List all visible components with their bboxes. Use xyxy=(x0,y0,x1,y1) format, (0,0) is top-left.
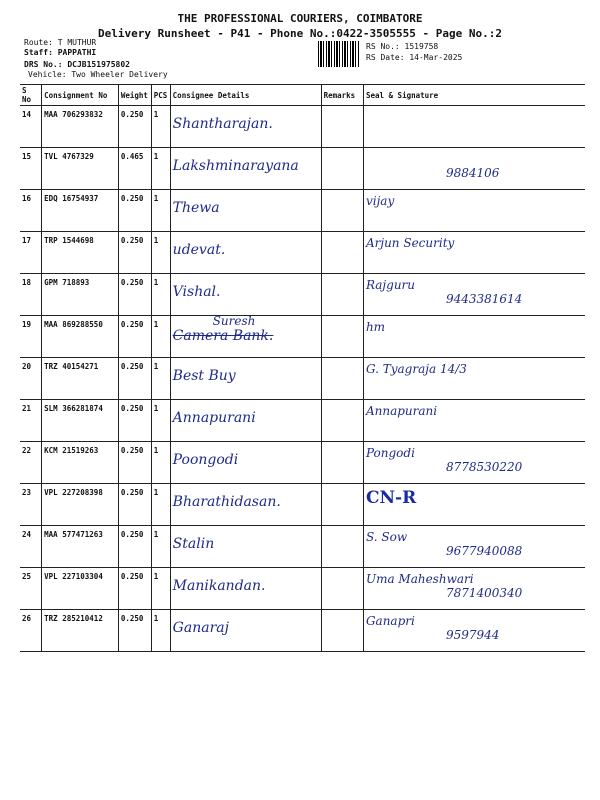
signature-text: Arjun Security xyxy=(365,236,455,250)
cell-consignee xyxy=(170,610,321,652)
cell-consignee xyxy=(170,442,321,484)
signature-scrawl xyxy=(366,320,583,334)
col-pcs: PCS xyxy=(151,85,170,106)
signature-scrawl xyxy=(365,572,583,600)
consignee-handwriting: Poongodi xyxy=(172,452,239,468)
signature-text: CN-R xyxy=(365,488,417,508)
signature-scrawl xyxy=(366,236,583,250)
cell-pcs: 1 xyxy=(151,316,170,358)
cell-pcs: 1 xyxy=(151,610,170,652)
cell-sno: 25 xyxy=(20,568,42,610)
col-consignee: Consignee Details xyxy=(170,85,321,106)
cell-weight: 0.250 xyxy=(118,316,151,358)
cell-consignment: SLM 366281874 xyxy=(42,400,119,442)
col-signature: Seal & Signature xyxy=(363,85,585,106)
cell-signature xyxy=(363,232,585,274)
cell-consignment: VPL 227208398 xyxy=(42,484,119,526)
cell-weight: 0.250 xyxy=(118,442,151,484)
signature-scrawl xyxy=(366,194,583,208)
cell-signature xyxy=(363,610,585,652)
table-row xyxy=(20,610,585,652)
consignee-handwriting: Stalin xyxy=(172,536,215,552)
company-title: THE PROFESSIONAL COURIERS, COIMBATORE xyxy=(177,12,423,25)
cell-sno: 18 xyxy=(20,274,42,316)
table-row xyxy=(20,106,585,148)
signature-scrawl xyxy=(365,278,583,306)
cell-consignee xyxy=(170,232,321,274)
cell-pcs: 1 xyxy=(151,274,170,316)
cell-remarks xyxy=(321,568,363,610)
consignee-handwriting: Bharathidasan. xyxy=(172,494,281,510)
drs-label: DRS No.: DCJB151975802 xyxy=(24,60,130,69)
cell-weight: 0.250 xyxy=(118,568,151,610)
cell-consignee xyxy=(170,526,321,568)
cell-consignee xyxy=(170,400,321,442)
cell-weight: 0.250 xyxy=(118,484,151,526)
cell-weight: 0.465 xyxy=(118,148,151,190)
signature-text: Annapurani xyxy=(365,404,438,418)
consignee-handwriting: Thewa xyxy=(172,200,220,216)
cell-signature xyxy=(363,148,585,190)
consignee-struck: Camera Bank. xyxy=(172,328,274,344)
signature-text: G. Tyagraja 14/3 xyxy=(365,362,467,376)
cell-pcs: 1 xyxy=(151,358,170,400)
table-row xyxy=(20,190,585,232)
cell-sno: 16 xyxy=(20,190,42,232)
table-header-row xyxy=(20,85,585,106)
cell-signature xyxy=(363,190,585,232)
signature-scrawl xyxy=(366,488,583,508)
cell-sno: 17 xyxy=(20,232,42,274)
cell-sno: 15 xyxy=(20,148,42,190)
signature-phone: 9884106 xyxy=(445,166,500,180)
cell-sno: 24 xyxy=(20,526,42,568)
consignee-handwriting xyxy=(173,314,319,344)
consignee-handwriting: Manikandan. xyxy=(172,578,266,594)
cell-consignee xyxy=(170,274,321,316)
cell-consignee xyxy=(170,148,321,190)
signature-scrawl xyxy=(366,362,583,376)
col-sno: S No xyxy=(20,85,42,106)
cell-remarks xyxy=(321,610,363,652)
signature-phone: 9597944 xyxy=(445,628,500,642)
cell-weight: 0.250 xyxy=(118,274,151,316)
cell-sno: 22 xyxy=(20,442,42,484)
cell-consignment: TRP 1544698 xyxy=(42,232,119,274)
cell-weight: 0.250 xyxy=(118,232,151,274)
cell-remarks xyxy=(321,148,363,190)
cell-remarks xyxy=(321,442,363,484)
signature-text: Uma Maheshwari xyxy=(365,572,474,586)
signature-text: vijay xyxy=(365,194,395,208)
consignee-handwriting: Annapurani xyxy=(172,410,256,426)
cell-consignee xyxy=(170,568,321,610)
cell-remarks xyxy=(321,106,363,148)
cell-weight: 0.250 xyxy=(118,106,151,148)
cell-signature xyxy=(363,316,585,358)
cell-consignment: EDQ 16754937 xyxy=(42,190,119,232)
signature-phone: 7871400340 xyxy=(445,586,523,600)
cell-pcs: 1 xyxy=(151,568,170,610)
runsheet-table xyxy=(20,84,585,652)
cell-pcs: 1 xyxy=(151,190,170,232)
cell-consignee xyxy=(170,106,321,148)
cell-sno: 26 xyxy=(20,610,42,652)
cell-pcs: 1 xyxy=(151,232,170,274)
cell-consignment: MAA 869288550 xyxy=(42,316,119,358)
table-row xyxy=(20,316,585,358)
cell-weight: 0.250 xyxy=(118,526,151,568)
cell-signature xyxy=(363,106,585,148)
cell-sno: 20 xyxy=(20,358,42,400)
cell-weight: 0.250 xyxy=(118,400,151,442)
cell-sno: 23 xyxy=(20,484,42,526)
cell-consignment: KCM 21519263 xyxy=(42,442,119,484)
cell-pcs: 1 xyxy=(151,148,170,190)
signature-text: Rajguru xyxy=(365,278,416,292)
signature-phone: 9677940088 xyxy=(445,544,523,558)
barcode-image xyxy=(318,41,360,67)
consignee-handwriting: udevat. xyxy=(172,242,226,258)
cell-consignment: TRZ 40154271 xyxy=(42,358,119,400)
rs-number: RS No.: 1519758 xyxy=(366,42,439,51)
cell-pcs: 1 xyxy=(151,400,170,442)
cell-sno: 19 xyxy=(20,316,42,358)
table-row xyxy=(20,484,585,526)
cell-remarks xyxy=(321,484,363,526)
signature-scrawl xyxy=(366,404,583,418)
signature-scrawl xyxy=(366,152,583,180)
cell-remarks xyxy=(321,316,363,358)
route-label: Route: T MUTHUR xyxy=(24,38,97,47)
signature-text: Ganapri xyxy=(365,614,415,628)
table-row xyxy=(20,400,585,442)
cell-consignment: TRZ 285210412 xyxy=(42,610,119,652)
cell-consignment: TVL 4767329 xyxy=(42,148,119,190)
cell-signature xyxy=(363,442,585,484)
cell-signature xyxy=(363,484,585,526)
cell-consignment: GPM 718893 xyxy=(42,274,119,316)
col-remarks: Remarks xyxy=(321,85,363,106)
vehicle-label: Vehicle: Two Wheeler Delivery xyxy=(28,70,168,79)
table-row xyxy=(20,232,585,274)
cell-signature xyxy=(363,568,585,610)
cell-consignment: MAA 706293832 xyxy=(42,106,119,148)
consignee-correction: Suresh xyxy=(212,314,256,328)
cell-weight: 0.250 xyxy=(118,610,151,652)
signature-phone: 9443381614 xyxy=(445,292,523,306)
consignee-handwriting: Shantharajan. xyxy=(172,116,273,132)
signature-scrawl xyxy=(365,614,583,642)
staff-label: Staff: PAPPATHI xyxy=(24,48,97,57)
consignee-handwriting: Vishal. xyxy=(172,284,221,300)
cell-remarks xyxy=(321,232,363,274)
signature-scrawl xyxy=(366,110,583,124)
cell-pcs: 1 xyxy=(151,526,170,568)
cell-weight: 0.250 xyxy=(118,358,151,400)
signature-phone: 8778530220 xyxy=(445,460,523,474)
table-row xyxy=(20,274,585,316)
signature-scrawl xyxy=(365,446,583,474)
col-consignment: Consignment No xyxy=(42,85,119,106)
cell-remarks xyxy=(321,400,363,442)
cell-remarks xyxy=(321,526,363,568)
cell-consignee xyxy=(170,358,321,400)
table-row xyxy=(20,358,585,400)
signature-text: Pongodi xyxy=(365,446,415,460)
cell-consignee xyxy=(170,316,321,358)
consignee-handwriting: Lakshminarayana xyxy=(172,158,299,174)
cell-pcs: 1 xyxy=(151,106,170,148)
cell-signature xyxy=(363,400,585,442)
cell-remarks xyxy=(321,190,363,232)
cell-remarks xyxy=(321,274,363,316)
cell-sno: 21 xyxy=(20,400,42,442)
table-row xyxy=(20,568,585,610)
cell-consignee xyxy=(170,190,321,232)
cell-signature xyxy=(363,526,585,568)
signature-scrawl xyxy=(365,530,583,558)
cell-consignment: MAA 577471263 xyxy=(42,526,119,568)
cell-pcs: 1 xyxy=(151,484,170,526)
consignee-handwriting: Best Buy xyxy=(172,368,236,384)
cell-consignee xyxy=(170,484,321,526)
cell-sno: 14 xyxy=(20,106,42,148)
runsheet-subtitle: Delivery Runsheet - P41 - Phone No.:0422-3505555 - Page No.:2 xyxy=(98,27,502,40)
cell-signature xyxy=(363,274,585,316)
signature-text: hm xyxy=(365,320,386,334)
cell-weight: 0.250 xyxy=(118,190,151,232)
cell-signature xyxy=(363,358,585,400)
cell-consignment: VPL 227103304 xyxy=(42,568,119,610)
cell-pcs: 1 xyxy=(151,442,170,484)
consignee-handwriting: Ganaraj xyxy=(172,620,229,636)
table-row xyxy=(20,148,585,190)
col-weight: Weight xyxy=(118,85,151,106)
rs-date: RS Date: 14-Mar-2025 xyxy=(366,53,463,62)
table-row xyxy=(20,442,585,484)
cell-remarks xyxy=(321,358,363,400)
signature-text: S. Sow xyxy=(365,530,408,544)
table-row xyxy=(20,526,585,568)
